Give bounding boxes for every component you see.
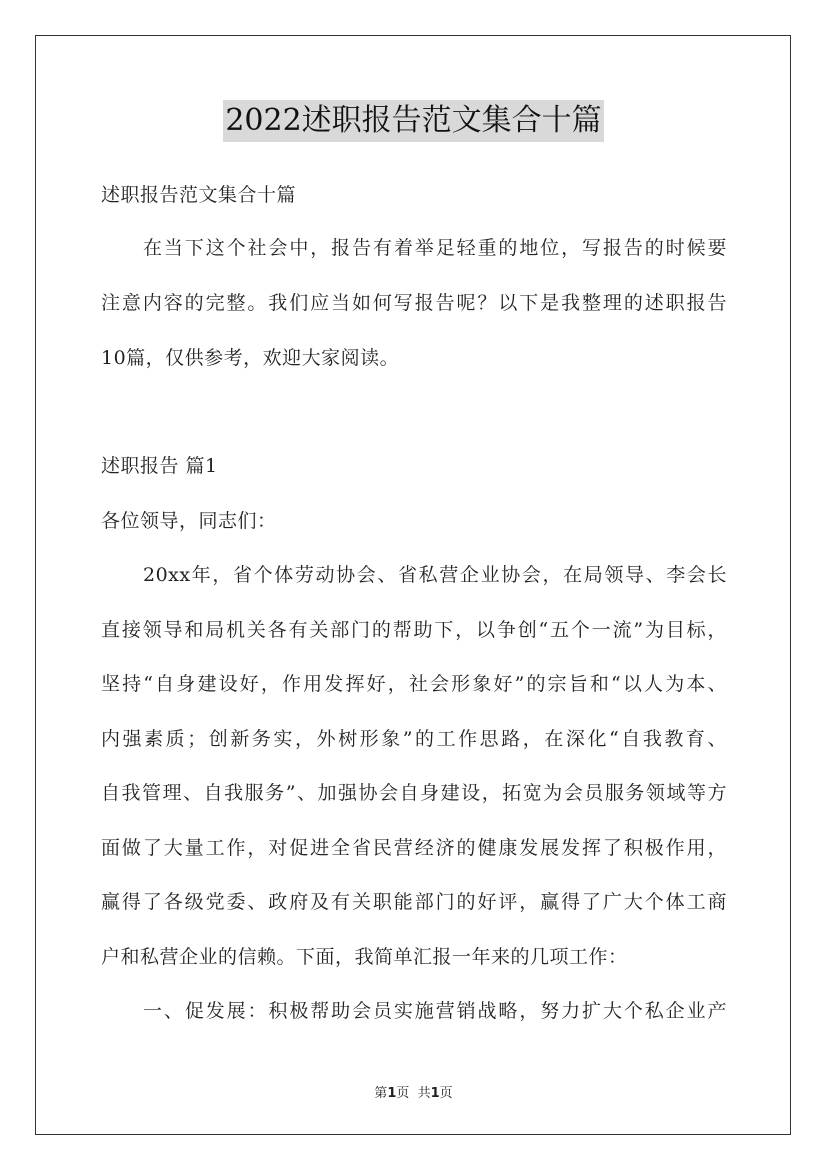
- paragraph-line: 坚持“自身建设好，作用发挥好，社会形象好”的宗旨和“以人为本、: [101, 673, 727, 695]
- paragraph-line: 户和私营企业的信赖。下面，我简单汇报一年来的几项工作：: [101, 946, 628, 968]
- paragraph-line: 一、促发展：积极帮助会员实施营销战略，努力扩大个私企业产: [143, 1000, 727, 1022]
- paragraph-line: 内强素质；创新务实，外树形象”的工作思路，在深化“自我教育、: [101, 728, 727, 750]
- footer-prefix: 第: [374, 1086, 388, 1101]
- paragraph-line: 20xx年，省个体劳动协会、省私营企业协会，在局领导、李会长: [143, 564, 727, 586]
- paragraph-line: 注意内容的完整。我们应当如何写报告呢？以下是我整理的述职报告: [101, 292, 727, 314]
- salutation-line: 各位领导，同志们：: [101, 510, 277, 532]
- paragraph-line: 10篇，仅供参考，欢迎大家阅读。: [101, 347, 400, 369]
- paragraph-line: 自我管理、自我服务”、加强协会自身建设，拓宽为会员服务领域等方: [101, 782, 727, 804]
- paragraph-line: 面做了大量工作，对促进全省民营经济的健康发展发挥了积极作用，: [101, 837, 727, 859]
- footer-suffix: 页: [439, 1086, 453, 1101]
- section-heading: 述职报告 篇1: [101, 455, 218, 477]
- document-title-wrap: [0, 100, 827, 142]
- paragraph-line: 在当下这个社会中，报告有着举足轻重的地位，写报告的时候要: [143, 237, 727, 259]
- footer-page-total: 1: [430, 1086, 440, 1101]
- paragraph-line: 直接领导和局机关各有关部门的帮助下，以争创“五个一流”为目标，: [101, 619, 727, 641]
- footer-page-number: 1: [387, 1086, 397, 1101]
- subtitle-line: 述职报告范文集合十篇: [101, 184, 297, 206]
- paragraph-line: 赢得了各级党委、政府及有关职能部门的好评，赢得了广大个体工商: [101, 891, 727, 913]
- footer-mid: 页 共: [396, 1086, 431, 1101]
- page-footer: [0, 1082, 827, 1101]
- document-title: 2022述职报告范文集合十篇: [223, 100, 603, 142]
